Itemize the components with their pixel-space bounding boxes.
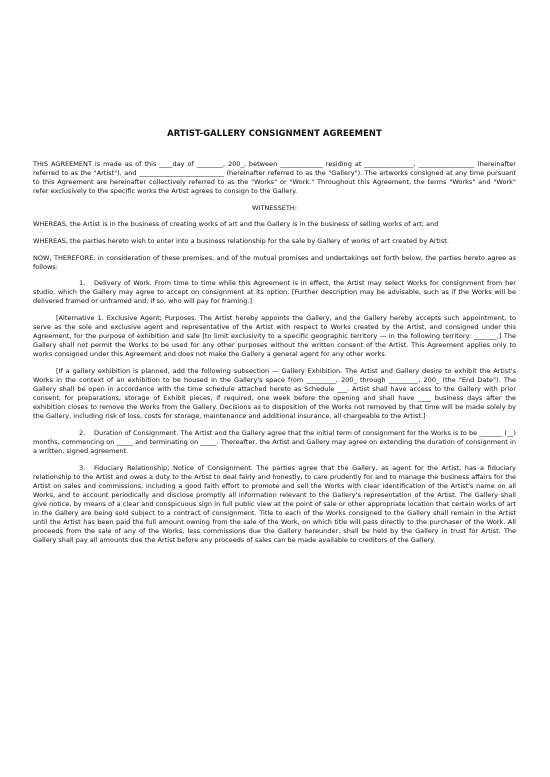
section-1-text: Delivery of Work. From time to time while this Agreement is in effect, the Artist may select Works for consignment from her studio, which the Gallery may agree to accept on consignment at its option. [Further description may be advisable, such as if the Works will be delivered framed or unframed and, if so, who will pay for framing.]: [33, 279, 516, 306]
section-1-number: 1.: [79, 279, 86, 288]
section-3-number: 3.: [79, 463, 86, 472]
intro-paragraph: THIS AGREEMENT is made as of this ____day of ________, 200_, between _____________ residing at _______________, _________________ (hereinafter referred to as the "Artist"), and __________________________ (hereinafter referred to as the "Gallery"). The artworks consigned at any time pursuant to this Agreement are hereinafter collectively referred to as the "Works" or "Work." Throughout this Agreement, the terms "Works" and "Work" refer exclusively to the specific works the Artist agrees to consign to the Gallery.: [33, 160, 516, 196]
section-2-number: 2.: [79, 428, 86, 437]
whereas-paragraph-2: WHEREAS, the parties hereto wish to enter into a business relationship for the sale by Gallery of works of art created by Artist.: [33, 237, 449, 246]
section-3-paragraph: [33, 464, 516, 545]
whereas-paragraph-1: WHEREAS, the Artist is in the business of creating works of art and the Gallery is in the business of selling works of art; and: [33, 220, 439, 229]
now-therefore-paragraph: NOW, THEREFORE, in consideration of these premises, and of the mutual promises and undertakings set forth below, the parties hereto agree as follows:: [33, 253, 516, 271]
section-2-text: Duration of Consignment. The Artist and the Gallery agree that the initial term of consignment for the Works is to be _______ (__) months, commencing on _____ and terminating on _____. Thereafter, the Artist and Gallery may agree on extending the duration of consignment in a written, signed agreement.: [33, 428, 516, 455]
document-title: ARTIST-GALLERY CONSIGNMENT AGREEMENT: [167, 128, 382, 138]
exhibition-paragraph: [If a gallery exhibition is planned, add the following subsection — Gallery Exhibition. The Artist and Gallery desire to exhibit the Artist's Works in the context of an exhibition to be housed in the Gallery's space from _________, 200_ through _________, 200_ (the "End Date"). The Gallery shall be open in accordance with the time schedule attached hereto as Schedule ___. Artist shall have access to the Gallery with prior consent, for preparations, storage of Exhibit pieces, if required, one week before the opening and shall have ____ business days after the exhibition closes to remove the Works from the Gallery. Decisions as to disposition of the Works not removed by that time will be made solely by the Gallery, including risk of loss, costs for storage, maintenance and additional insurance, all chargeable to the Artist.]: [33, 366, 516, 421]
section-2-paragraph: [33, 429, 516, 456]
section-3-text: Fiduciary Relationship; Notice of Consignment. The parties agree that the Gallery, as agent for the Artist, has a fiduciary relationship to the Artist and owes a duty to the Artist to deal fairly and honestly, to care prudently for and to manage the business affairs for the Artist on sales and commissions, including a good faith effort to promote and sell the Works with clear identification of the Artist's name on all Works, and to account periodically and disclose promptly all information relevant to the Gallery's representation of the Artist. The Gallery shall give notice, by means of a clear and conspicuous sign in full public view at the point of sale or other appropriate location that certain works of art in the Gallery are being sold subject to a contract of consignment. Title to each of the Works consigned to the Gallery shall remain in the Artist until the Artist has been paid the full amount owning from the sale of the Work, on which title will pass directly to the purchaser of the Work. All proceeds from the sale of any of the Works, less commissions due the Gallery hereunder, shall be held by the Gallery in trust for Artist. The Gallery shall pay all amounts due the Artist before any proceeds of sales can be made available to creditors of the Gallery.: [33, 463, 516, 544]
alternative-1-paragraph: [Alternative 1. Exclusive Agent; Purposes. The Artist hereby appoints the Gallery, and the Gallery hereby accepts such appointment, to serve as the sole and exclusive agent and representative of the Artist with respect to Works created by the Artist, and consigned under this Agreement, for the purpose of exhibition and sale [to limit exclusivity to a specific geographic territory — in the following territory: _______.] The Gallery shall not permit the Works to be used for any other purposes without the written consent of the Artist. This Agreement applies only to works consigned under this Agreement and does not make the Gallery a general agent for any other works.: [33, 314, 516, 359]
section-1-paragraph: [33, 279, 516, 306]
witnesseth-heading: WITNESSETH:: [251, 203, 297, 212]
